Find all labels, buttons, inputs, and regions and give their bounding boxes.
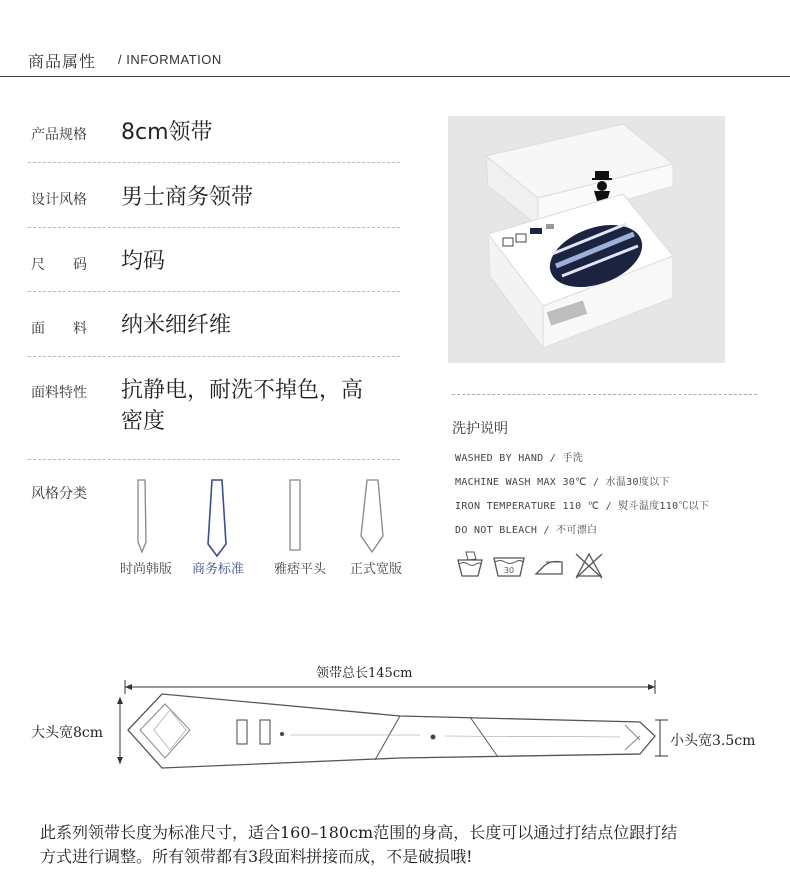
tie-business-icon [208, 480, 226, 556]
attr-label-style: 风格分类 [31, 486, 87, 502]
section-title-en: / INFORMATION [118, 52, 222, 67]
narrow-end-label: 小头宽3.5cm [670, 733, 756, 749]
iron-icon [536, 562, 562, 575]
attr-label-feature: 面料特性 [31, 385, 87, 401]
style-caption-slim: 时尚韩版 [119, 562, 172, 577]
divider [28, 459, 400, 460]
size-note-line2: 方式进行调整。所有领带都有3段面料拼接而成，不是破损哦! [40, 847, 473, 866]
gift-box-image [448, 116, 725, 363]
total-length-label: 领带总长145cm [316, 666, 413, 681]
machine-wash-30-icon [494, 558, 524, 576]
tie-slim-icon [138, 480, 146, 552]
care-line-machine: MACHINE WASH MAX 30℃ / 水温30度以下 [455, 477, 670, 488]
size-note-line1: 此系列领带长度为标准尺寸，适合160–180cm范围的身高，长度可以通过打结点位跟打结 [40, 823, 678, 842]
divider [28, 356, 400, 357]
hand-wash-icon [458, 552, 482, 576]
attr-value-size: 均码 [121, 249, 166, 274]
style-caption-business: 商务标准 [191, 562, 244, 577]
wash-temp-label: 30 [503, 566, 515, 575]
divider [28, 227, 400, 228]
tie-styles-illustration [110, 472, 420, 562]
tie-flat-icon [290, 480, 300, 550]
attr-label-spec: 产品规格 [31, 127, 87, 143]
care-icons [454, 548, 614, 582]
divider [28, 291, 400, 292]
attr-label-design: 设计风格 [31, 192, 87, 208]
care-line-bleach: DO NOT BLEACH / 不可漂白 [455, 525, 598, 536]
header-divider [0, 76, 790, 77]
attr-value-design: 男士商务领带 [121, 185, 254, 210]
style-caption-wide: 正式宽版 [349, 562, 402, 577]
care-line-hand: WASHED BY HAND / 手洗 [455, 453, 584, 464]
care-divider [452, 394, 757, 395]
attr-value-feature-line1: 抗静电，耐洗不掉色，高 [121, 378, 364, 403]
attr-value-feature-line2: 密度 [121, 409, 166, 434]
tie-wide-icon [361, 480, 383, 552]
wide-end-label: 大头宽8cm [31, 725, 104, 741]
attr-label-size: 尺 码 [31, 257, 87, 273]
attr-label-fabric: 面 料 [31, 321, 87, 337]
tie-dimension-diagram [0, 670, 790, 780]
section-title-cn: 商品属性 [28, 52, 97, 71]
divider [28, 162, 400, 163]
care-title: 洗护说明 [452, 421, 508, 437]
product-photo [448, 116, 725, 363]
attr-value-spec: 8cm领带 [121, 120, 213, 145]
attr-value-fabric: 纳米细纤维 [121, 313, 232, 338]
care-line-iron: IRON TEMPERATURE 110 ℃ / 熨斗温度110℃以下 [455, 501, 710, 512]
tie-outline [128, 694, 655, 768]
style-caption-flat: 雅痞平头 [273, 562, 326, 577]
no-bleach-icon [576, 554, 602, 578]
